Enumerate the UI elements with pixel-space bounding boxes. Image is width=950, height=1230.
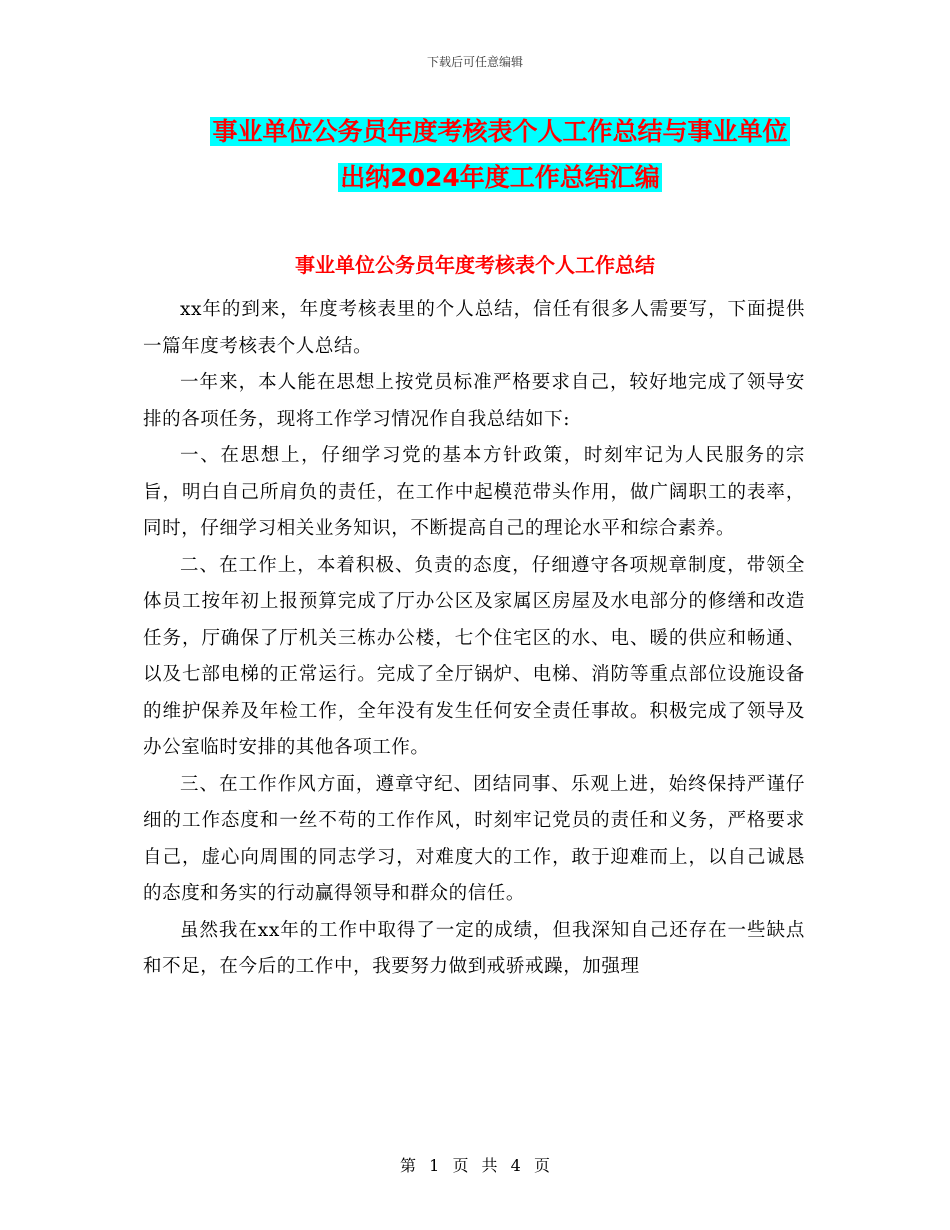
paragraph: 二、在工作上，本着积极、负责的态度，仔细遵守各项规章制度，带领全体员工按年初上报预算完成了厅办公区及家属区房屋及水电部分的修缮和改造任务，厅确保了厅机关三栋办公楼，七个住宅区的水、电、暖的供应和畅通、以及七部电梯的正常运行。完成了全厅锅炉、电梯、消防等重点部位设施设备的维护保养及年检工作，全年没有发生任何安全责任事故。积极完成了领导及办公室临时安排的其他各项工作。	[143, 554, 805, 758]
body-text	[143, 292, 805, 986]
paragraph: 三、在工作作风方面，遵章守纪、团结同事、乐观上进，始终保持严谨仔细的工作态度和一丝不苟的工作作风，时刻牢记党员的责任和义务，严格要求自己，虚心向周围的同志学习，对难度大的工作，敢于迎难而上，以自己诚恳的态度和务实的行动赢得领导和群众的信任。	[143, 773, 805, 904]
page-label: 第	[400, 1156, 417, 1175]
page-number: 1	[429, 1156, 440, 1175]
paragraph: 一、在思想上，仔细学习党的基本方针政策，时刻牢记为人民服务的宗旨，明白自己所肩负的责任，在工作中起模范带头作用，做广阔职工的表率，同时，仔细学习相关业务知识，不断提高自己的理论水平和综合素养。	[143, 445, 805, 539]
paragraph: 虽然我在xx年的工作中取得了一定的成绩，但我深知自己还存在一些缺点和不足，在今后的工作中，我要努力做到戒骄戒躁，加强理	[143, 919, 805, 977]
page-footer	[0, 1153, 950, 1176]
total-label: 共	[481, 1156, 498, 1175]
paragraph: 一年来，本人能在思想上按党员标准严格要求自己，较好地完成了领导安排的各项任务，现将工作学习情况作自我总结如下:	[143, 372, 805, 430]
total-pages: 4	[510, 1156, 521, 1175]
total-unit: 页	[533, 1156, 550, 1175]
header-note: 下载后可任意编辑	[426, 55, 523, 69]
document-title-line-2: 出纳2024年度工作总结汇编	[340, 163, 660, 192]
paragraph: xx年的到来，年度考核表里的个人总结，信任有很多人需要写，下面提供一篇年度考核表个人总结。	[143, 299, 805, 357]
document-title-line-1: 事业单位公务员年度考核表个人工作总结与事业单位	[212, 117, 788, 146]
document-title	[130, 109, 870, 201]
section-title: 事业单位公务员年度考核表个人工作总结	[295, 253, 655, 277]
page-unit: 页	[452, 1156, 469, 1175]
